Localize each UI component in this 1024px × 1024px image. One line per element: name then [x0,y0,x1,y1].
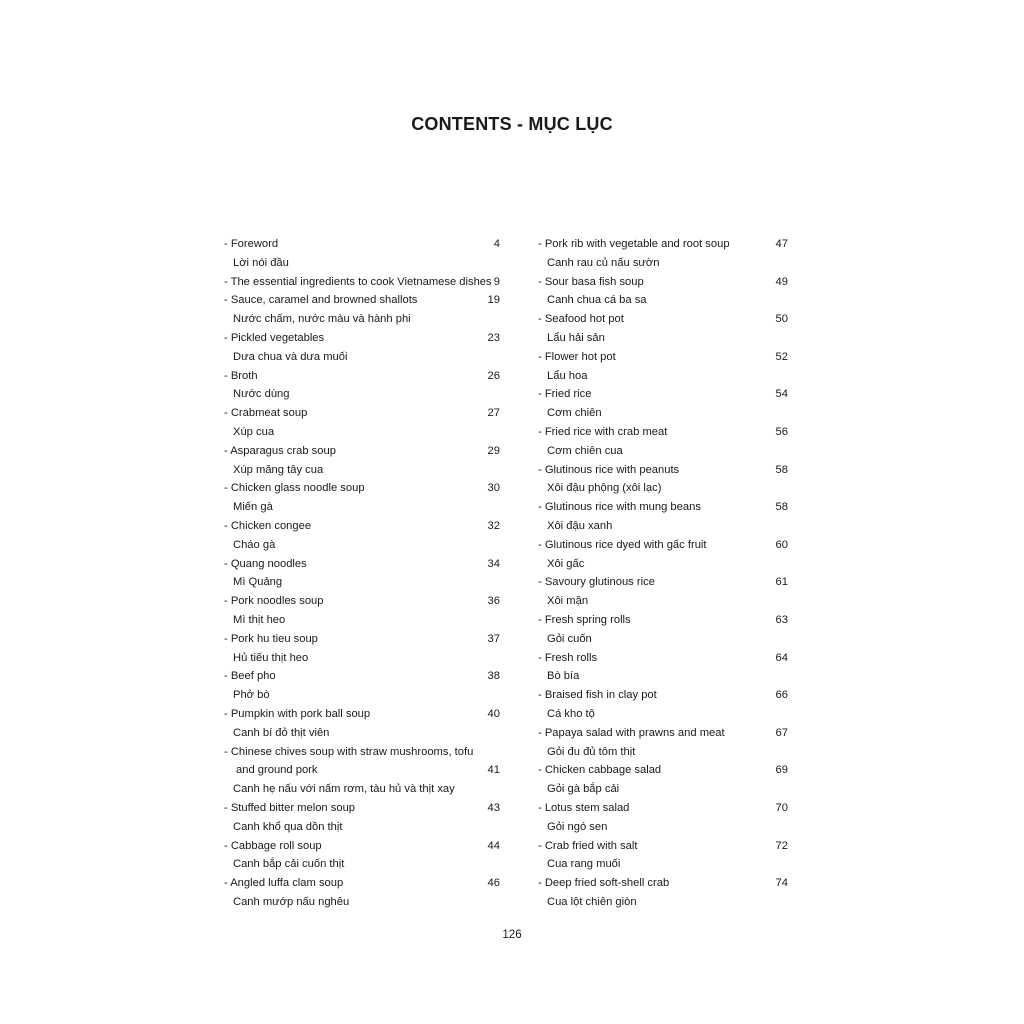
toc-page-number: 67 [775,726,788,739]
toc-entry-subtitle: Xúp măng tây cua [233,463,324,476]
toc-page-number: 74 [775,877,788,890]
toc-entry-title: - Chicken cabbage salad [538,764,662,777]
toc-entry-subtitle: Cơm chiên [547,407,602,420]
toc-entry [224,592,500,630]
toc-entry [538,611,788,649]
toc-page-number: 41 [487,764,500,777]
toc-entry [224,799,500,837]
toc-page-number: 23 [487,331,500,344]
toc-entry [538,799,788,837]
toc-page-number: 66 [775,689,788,702]
toc-page-number: 63 [775,613,788,626]
toc-page-number: 50 [775,313,788,326]
toc-entry-subtitle: Canh bắp cải cuốn thịt [233,858,345,871]
toc-entry-subtitle: Mì Quảng [233,576,283,589]
toc-page-number: 36 [487,595,500,608]
toc-entry [224,630,500,668]
toc-entry-title: - Glutinous rice dyed with gấc fruit [538,538,707,551]
toc-entry [538,235,788,273]
toc-entry-subtitle: Xúp cua [233,425,275,438]
toc-entry [224,367,500,405]
toc-entry-subtitle: Cháo gà [233,538,276,551]
toc-entry-subtitle: Nước dùng [233,388,290,401]
toc-entry-subtitle: Lẩu hải sản [547,331,605,344]
toc-entry-title: - Flower hot pot [538,350,616,363]
toc-entry [538,874,788,912]
toc-entry-subtitle: Cua lột chiên giòn [547,895,637,908]
toc-page-number: 43 [487,801,500,814]
toc-entry-title-cont: and ground pork [236,764,318,777]
toc-entry-subtitle: Miến gà [233,501,273,514]
toc-entry-title: - Broth [224,369,258,382]
toc-entry-title: - Pumpkin with pork ball soup [224,707,371,720]
toc-entry-title: - Crab fried with salt [538,839,638,852]
toc-page-number: 61 [775,576,788,589]
toc-entry-title: - Chicken glass noodle soup [224,482,365,495]
toc-entry-subtitle: Canh rau củ nấu sườn [547,256,660,269]
toc-entry-subtitle: Xôi đậu xanh [547,519,613,532]
toc-entry [224,404,500,442]
toc-entry [224,705,500,743]
toc-page-number: 26 [487,369,500,382]
toc-entry-subtitle: Phở bò [233,689,270,702]
toc-page-number: 60 [775,538,788,551]
toc-entry-subtitle: Gỏi đu đủ tôm thịt [547,745,636,758]
toc-page-number: 32 [487,519,500,532]
toc-entry-subtitle: Canh mướp nấu nghêu [233,895,350,908]
toc-entry [224,517,500,555]
toc-entry [224,442,500,480]
toc-page-number: 9 [493,275,500,288]
toc-page-number: 44 [487,839,500,852]
toc-entry-title: - Fresh spring rolls [538,613,631,626]
toc-entry-title: - Pork rib with vegetable and root soup [538,238,730,250]
toc-page-number: 34 [487,557,500,570]
toc-entry [224,743,500,799]
toc-entry-subtitle: Canh chua cá ba sa [547,294,647,307]
toc-page-number: 49 [775,275,788,288]
toc-entry-subtitle: Canh bí đỏ thịt viên [233,726,330,739]
toc-entry-subtitle: Cá kho tộ [547,707,595,720]
toc-entry [224,874,500,912]
toc-page-number: 46 [487,877,500,890]
page-title: CONTENTS - MỤC LỤC [411,114,613,134]
toc-entry-title: - Foreword [224,238,279,250]
toc-entry [538,649,788,687]
toc-entry-title: - Lotus stem salad [538,801,630,814]
toc-entry [538,536,788,574]
toc-entry-title: - Fresh rolls [538,651,598,664]
toc-entry-title: - Stuffed bitter melon soup [224,801,356,814]
toc-page-number: 70 [775,801,788,814]
toc-entry-subtitle: Hủ tiếu thịt heo [233,651,309,664]
toc-page-number: 4 [493,238,500,250]
toc-entry-title: - Angled luffa clam soup [224,877,344,890]
toc-page-number: 58 [775,501,788,514]
toc-entry-title: - Asparagus crab soup [224,444,336,457]
toc-entry-title: - Chicken congee [224,519,312,532]
toc-entry-subtitle: Mì thịt heo [233,613,286,626]
toc-page-number: 58 [775,463,788,476]
toc-entry [538,461,788,499]
toc-entry [538,385,788,423]
toc-entry [224,291,500,329]
toc-entry-title: - Braised fish in clay pot [538,689,657,702]
toc-entry [538,423,788,461]
toc-page-number: 37 [487,632,500,645]
toc-entry-subtitle: Canh hẹ nấu với nấm rơm, tàu hủ và thịt xay [233,783,455,796]
toc-entry-title: - Cabbage roll soup [224,839,322,852]
toc-entry-subtitle: Canh khổ qua dồn thịt [233,820,343,833]
toc-page-number: 69 [775,764,788,777]
toc-entry [538,724,788,762]
toc-entry-subtitle: Nước chấm, nước màu và hành phi [233,313,411,326]
toc-entry [224,837,500,875]
toc-entry-title: - Seafood hot pot [538,313,624,326]
toc-entry [224,479,500,517]
toc-entry-subtitle: Bò bía [547,670,580,683]
toc-entry [538,273,788,311]
toc-entry [224,235,500,273]
toc-entry-subtitle: Xôi mặn [547,595,589,608]
toc-page-number: 72 [775,839,788,852]
toc-entry-title: - The essential ingredients to cook Vietnamese dishes [224,275,492,288]
toc-entry-title: - Glutinous rice with mung beans [538,501,701,514]
toc-page-number: 29 [487,444,500,457]
toc-column-left [224,235,500,912]
toc-entry-subtitle: Lời nói đầu [233,256,289,269]
toc-entry-title: - Fried rice [538,388,592,401]
toc-entry-title: - Sour basa fish soup [538,275,644,288]
toc-entry-title: - Glutinous rice with peanuts [538,463,680,476]
toc-entry-subtitle: Gỏi ngó sen [547,820,608,833]
toc-entry [224,273,500,292]
toc-entry-subtitle: Lẩu hoa [547,369,588,382]
toc-entry [538,761,788,799]
toc-entry [538,498,788,536]
toc-entry [538,348,788,386]
toc-entry [538,573,788,611]
toc-entry [538,837,788,875]
toc-entry-title: - Pork noodles soup [224,595,324,608]
toc-entry-title: - Fried rice with crab meat [538,425,668,438]
toc-entry-title: - Pork hu tieu soup [224,632,318,645]
toc-page-number: 56 [775,425,788,438]
toc-entry-subtitle: Xôi gấc [547,557,585,570]
toc-page-number: 47 [775,238,788,250]
toc-page-number: 40 [487,707,500,720]
toc-entry-subtitle: Cua rang muối [547,858,621,871]
toc-entry-title: - Papaya salad with prawns and meat [538,726,725,739]
toc-page-number: 19 [487,294,500,307]
toc-entry [224,329,500,367]
toc-entry-title: - Pickled vegetables [224,331,325,344]
toc-page-number: 54 [775,388,788,401]
toc-entry-subtitle: Dưa chua và dưa muối [233,350,348,363]
toc-entry [224,667,500,705]
toc-entry [538,686,788,724]
toc-entry-subtitle: Gỏi gà bắp cải [547,783,620,796]
toc-page-number: 27 [487,407,500,420]
page-number: 126 [502,929,522,941]
toc-entry-title: - Savoury glutinous rice [538,576,655,589]
toc-entry-title: - Beef pho [224,670,276,683]
toc-entry [538,310,788,348]
toc-entry-subtitle: Gỏi cuốn [547,632,592,645]
toc-column-right [538,235,788,912]
toc-entry-subtitle: Xôi đậu phộng (xôi lạc) [547,482,662,495]
toc-entry-title: - Deep fried soft-shell crab [538,877,670,890]
toc-page-number: 30 [487,482,500,495]
toc-entry [224,555,500,593]
toc-entry-title: - Crabmeat soup [224,407,308,420]
toc-entry-title: - Quang noodles [224,557,307,570]
toc-entry-subtitle: Cơm chiên cua [547,444,623,457]
toc-page-number: 52 [775,350,788,363]
toc-entry-title: - Chinese chives soup with straw mushrooms, tofu [224,745,474,758]
toc-page-number: 64 [775,651,788,664]
toc-page-number: 38 [487,670,500,683]
toc-entry-title: - Sauce, caramel and browned shallots [224,294,418,307]
